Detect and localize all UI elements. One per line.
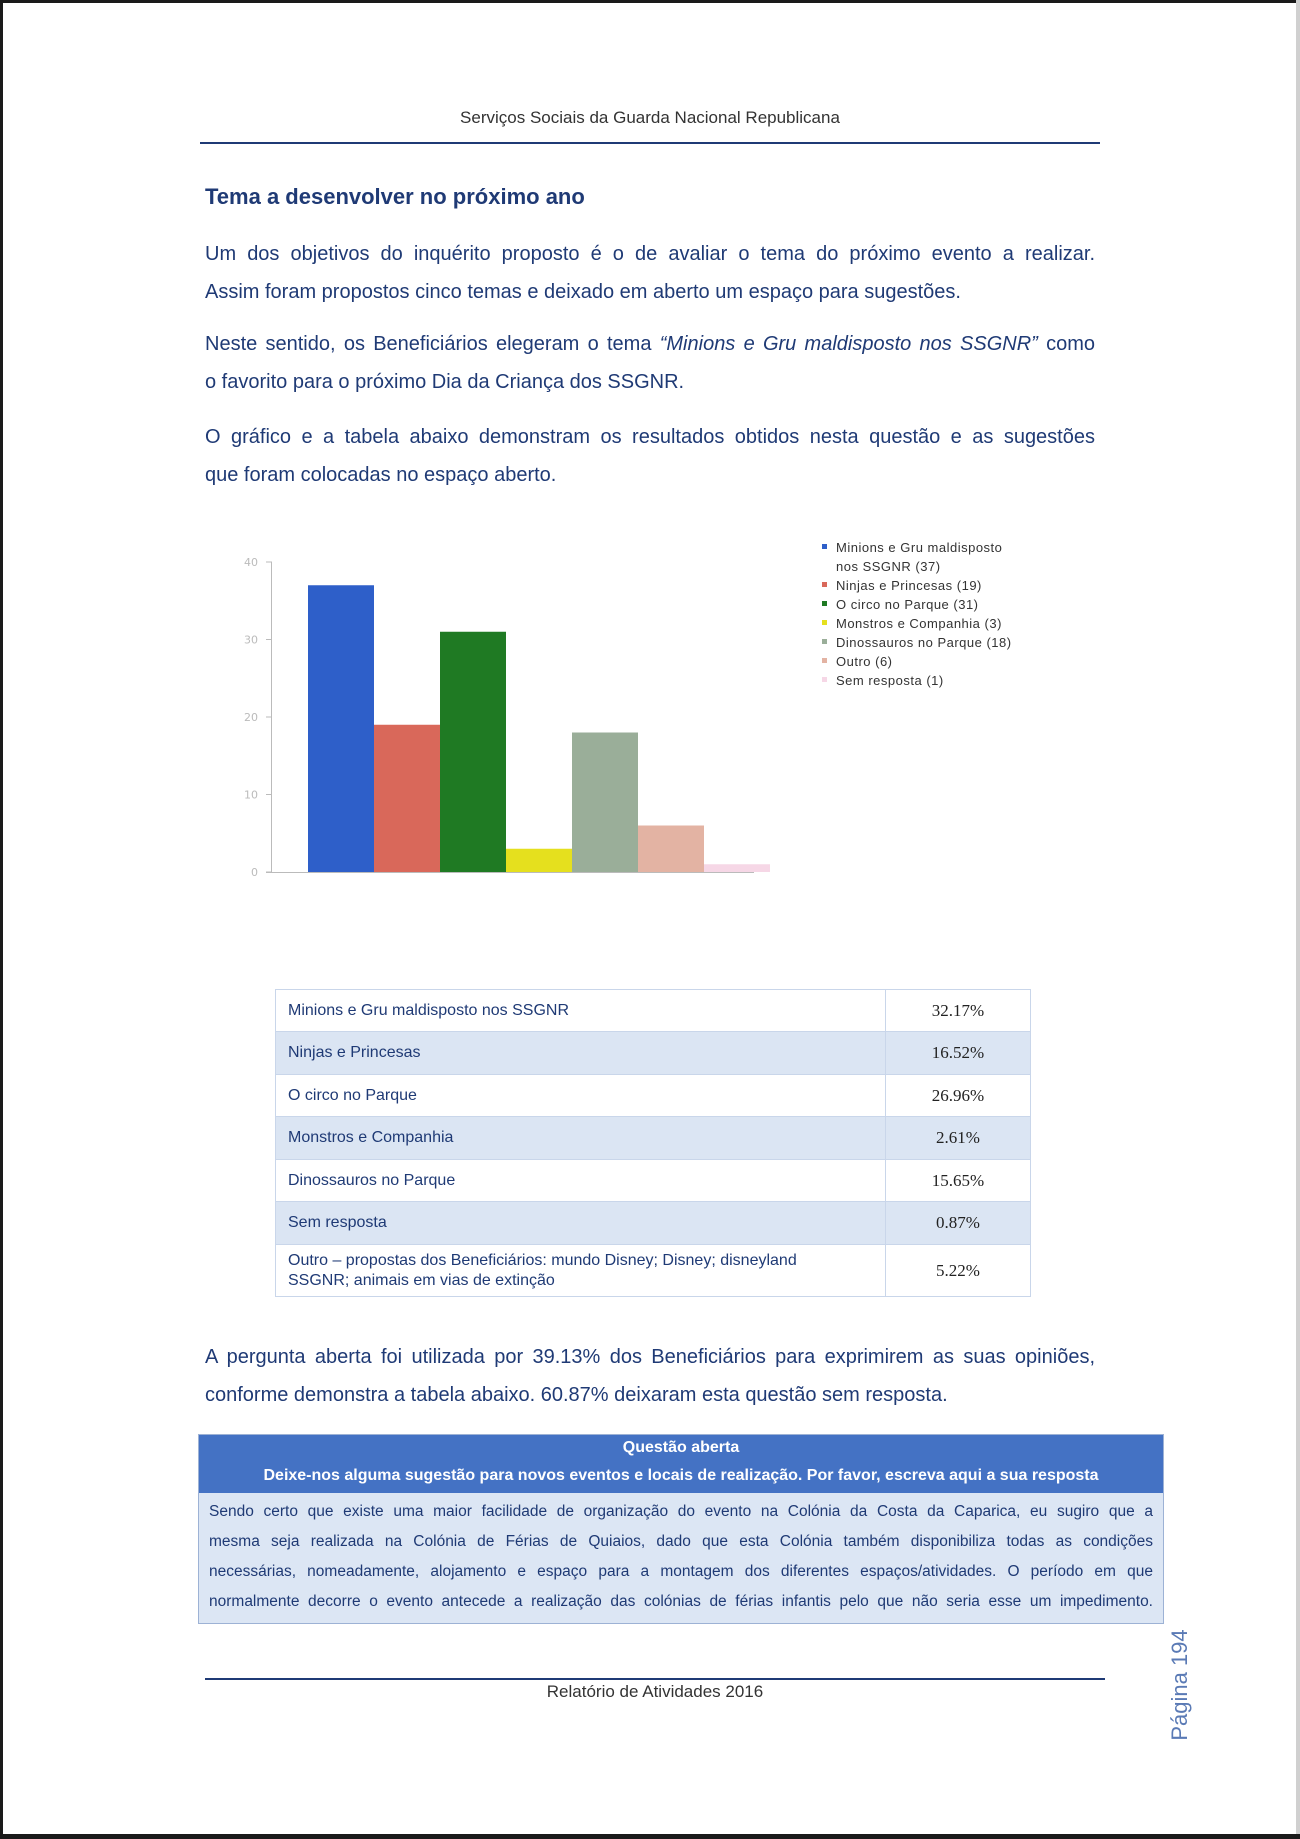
paragraph-line: O gráfico e a tabela abaixo demonstram os resultados obtidos nesta questão e as sugestões	[205, 426, 1095, 448]
open-question-answer	[199, 1493, 1163, 1623]
text-run: como	[1037, 333, 1096, 355]
bar-7	[704, 864, 770, 872]
page-footer: Relatório de Atividades 2016	[546, 1682, 764, 1701]
legend-item	[820, 614, 1012, 633]
page-number-label: Página 194	[1167, 1629, 1192, 1741]
answer-line: normalmente decorre o evento antecede a realização das colónias de férias infantis pelo que não seria esse um impedimento.	[209, 1593, 1153, 1610]
page-border-left	[0, 0, 3, 1839]
results-table	[275, 989, 1031, 1297]
legend-swatch	[822, 544, 827, 549]
paragraph-line	[205, 325, 1095, 363]
open-question-title: Questão aberta	[199, 1435, 1163, 1461]
open-question-box	[198, 1434, 1164, 1624]
table-row	[276, 1202, 1031, 1245]
table-row	[276, 1160, 1031, 1202]
percentage-cell: 16.52%	[886, 1032, 1031, 1075]
legend-label: Sem resposta (1)	[836, 673, 944, 688]
section-title: Tema a desenvolver no próximo ano	[205, 184, 585, 209]
paragraph-line: que foram colocadas no espaço aberto.	[205, 464, 557, 486]
bar-4	[506, 849, 572, 872]
legend-label: Outro (6)	[836, 654, 893, 669]
theme-cell: Dinossauros no Parque	[276, 1160, 886, 1202]
page-border-top	[0, 0, 1300, 3]
legend-item	[820, 633, 1012, 652]
paragraph-open-question	[205, 1338, 1095, 1414]
cell-line: SSGNR; animais em vias de extinção	[288, 1271, 555, 1289]
page-number	[1167, 1625, 1193, 1745]
legend-label: Dinossauros no Parque (18)	[836, 635, 1012, 650]
percentage-cell: 26.96%	[886, 1075, 1031, 1117]
percentage-cell: 5.22%	[886, 1245, 1031, 1297]
y-tick-label: 20	[244, 711, 258, 724]
bar-1	[308, 585, 374, 872]
paragraph-line: Assim foram propostos cinco temas e deixado em aberto um espaço para sugestões.	[205, 281, 961, 303]
y-tick-label: 30	[244, 633, 258, 647]
theme-cell: Ninjas e Princesas	[276, 1032, 886, 1075]
bar-3	[440, 632, 506, 872]
page-border-right	[1296, 0, 1300, 1839]
legend-swatch	[822, 639, 827, 644]
y-tick-label: 40	[244, 556, 258, 569]
legend-item	[820, 538, 1012, 576]
legend-item	[820, 576, 1012, 595]
paragraph-line: conforme demonstra a tabela abaixo. 60.87% deixaram esta questão sem resposta.	[205, 1384, 948, 1406]
theme-cell	[276, 1245, 886, 1297]
footer-divider	[205, 1678, 1105, 1680]
header-divider	[200, 142, 1100, 144]
legend-item	[820, 652, 1012, 671]
legend-item	[820, 595, 1012, 614]
bar-6	[638, 826, 704, 873]
theme-cell: Sem resposta	[276, 1202, 886, 1245]
legend-swatch	[822, 677, 827, 682]
paragraph-line: Um dos objetivos do inquérito proposto é o de avaliar o tema do próximo evento a realizar.	[205, 243, 1095, 265]
theme-cell: Monstros e Companhia	[276, 1117, 886, 1160]
cell-line: Outro – propostas dos Beneficiários: mundo Disney; Disney; disneyland	[288, 1251, 797, 1269]
theme-cell: O circo no Parque	[276, 1075, 886, 1117]
legend-label: Ninjas e Princesas (19)	[836, 578, 982, 593]
theme-cell: Minions e Gru maldisposto nos SSGNR	[276, 990, 886, 1032]
legend-label: Monstros e Companhia (3)	[836, 616, 1002, 631]
legend-label: Minions e Gru maldisposto	[836, 540, 1003, 555]
answer-line: mesma seja realizada na Colónia de Férias de Quiaios, dado que esta Colónia também disponibiliza todas as condições	[209, 1533, 1153, 1550]
open-question-prompt: Deixe-nos alguma sugestão para novos eventos e locais de realização. Por favor, escreva aqui a sua resposta	[199, 1461, 1163, 1493]
chart-legend	[820, 538, 1012, 690]
table-row	[276, 1117, 1031, 1160]
y-tick-label: 10	[244, 788, 258, 802]
paragraph-line: A pergunta aberta foi utilizada por 39.13% dos Beneficiários para exprimirem as suas opiniões,	[205, 1346, 1095, 1368]
theme-bar-chart	[230, 530, 810, 885]
paragraph-favorite-theme	[205, 325, 1095, 401]
bar-5	[572, 733, 638, 873]
table-row	[276, 1032, 1031, 1075]
legend-swatch	[822, 582, 827, 587]
percentage-cell: 15.65%	[886, 1160, 1031, 1202]
text-run: Neste sentido, os Beneficiários elegeram o tema	[205, 333, 660, 355]
page-header: Serviços Sociais da Guarda Nacional Republicana	[460, 108, 840, 127]
legend-swatch	[822, 620, 827, 625]
bar-2	[374, 725, 440, 872]
paragraph-chart-intro	[205, 418, 1095, 494]
percentage-cell: 32.17%	[886, 990, 1031, 1032]
paragraph-objectives	[205, 235, 1095, 311]
table-row	[276, 990, 1031, 1032]
percentage-cell: 2.61%	[886, 1117, 1031, 1160]
paragraph-line: o favorito para o próximo Dia da Criança dos SSGNR.	[205, 371, 685, 393]
answer-line: Sendo certo que existe uma maior facilidade de organização do evento na Colónia da Costa da Caparica, eu sugiro que a	[209, 1503, 1153, 1520]
legend-swatch	[822, 601, 827, 606]
legend-label-cont: nos SSGNR (37)	[836, 559, 941, 574]
legend-item	[820, 671, 1012, 690]
answer-line: necessárias, nomeadamente, alojamento e espaço para a montagem dos diferentes espaços/atividades. O período em que	[209, 1563, 1153, 1580]
table-row	[276, 1075, 1031, 1117]
legend-swatch	[822, 658, 827, 663]
legend-label: O circo no Parque (31)	[836, 597, 979, 612]
theme-quote: “Minions e Gru maldisposto nos SSGNR”	[659, 333, 1038, 355]
percentage-cell: 0.87%	[886, 1202, 1031, 1245]
page-border-bottom	[0, 1834, 1300, 1839]
y-tick-label: 0	[251, 866, 258, 879]
table-row	[276, 1245, 1031, 1297]
